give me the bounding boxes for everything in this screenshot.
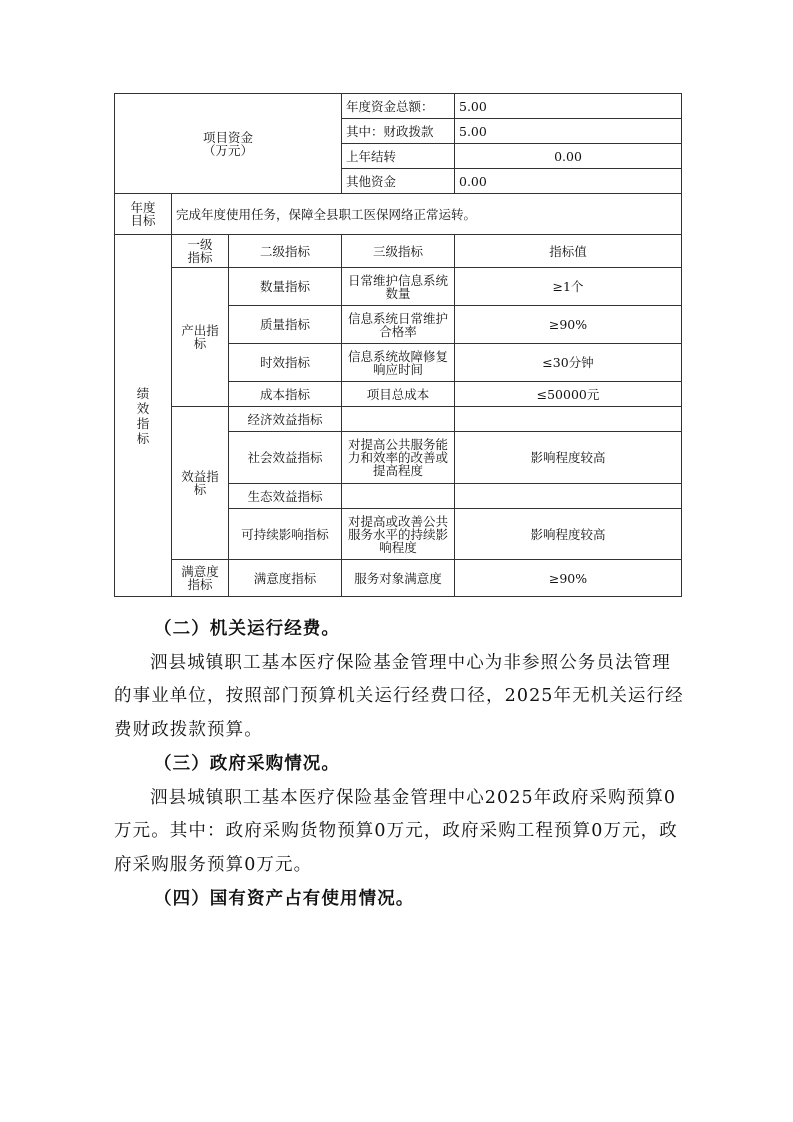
benefit-label: 效益指 标 [172, 407, 229, 560]
section-body-2: 泗县城镇职工基本医疗保险基金管理中心为非参照公务员法管理的事业单位，按照部门预算机关运行经费口径，2025年无机关运行经费财政拨款预算。 [114, 652, 684, 741]
funds-total-value: 5.00 [455, 94, 682, 119]
output-l3: 项目总成本 [342, 382, 455, 407]
benefit-l3 [342, 407, 455, 432]
benefit-value [455, 484, 682, 509]
output-value: ≤50000元 [455, 382, 682, 407]
funds-carryover-value: 0.00 [455, 144, 682, 169]
section-heading-4: （四）国有资产占有使用情况。 [154, 888, 415, 909]
value-header: 指标值 [455, 235, 682, 268]
benefit-value: 影响程度较高 [455, 509, 682, 560]
output-l3: 信息系统日常维护 合格率 [342, 306, 455, 344]
funds-other-label: 其他资金 [342, 169, 455, 194]
benefit-l2: 社会效益指标 [229, 432, 342, 484]
funds-label: 项目资金 （万元） [115, 94, 342, 194]
benefit-value [455, 407, 682, 432]
benefit-l3: 对提高或改善公共 服务水平的持续影 响程度 [342, 509, 455, 560]
output-l2: 成本指标 [229, 382, 342, 407]
output-l3: 信息系统故障修复 响应时间 [342, 344, 455, 382]
output-l2: 质量指标 [229, 306, 342, 344]
satisfaction-value: ≥90% [455, 560, 682, 597]
satisfaction-label: 满意度 指标 [172, 560, 229, 597]
body-text [114, 613, 686, 916]
section-body-3: 泗县城镇职工基本医疗保险基金管理中心2025年政府采购预算0万元。其中：政府采购货物预算0万元，政府采购工程预算0万元，政府采购服务预算0万元。 [114, 787, 678, 875]
benefit-l2: 生态效益指标 [229, 484, 342, 509]
section-heading-3: （三）政府采购情况。 [154, 753, 340, 774]
output-l3: 日常维护信息系统 数量 [342, 268, 455, 306]
benefit-value: 影响程度较高 [455, 432, 682, 484]
funds-total-label: 年度资金总额： [342, 94, 455, 119]
satisfaction-l3: 服务对象满意度 [342, 560, 455, 597]
level3-header: 三级指标 [342, 235, 455, 268]
performance-table [114, 93, 682, 597]
output-l2: 时效指标 [229, 344, 342, 382]
section-heading-2: （二）机关运行经费。 [154, 619, 340, 639]
output-l2: 数量指标 [229, 268, 342, 306]
satisfaction-l2: 满意度指标 [229, 560, 342, 597]
level1-header: 一级 指标 [172, 235, 229, 268]
benefit-l2: 经济效益指标 [229, 407, 342, 432]
funds-fiscal-label: 其中：财政拨款 [342, 119, 455, 144]
annual-goal-text: 完成年度使用任务，保障全县职工医保网络正常运转。 [172, 194, 682, 235]
funds-other-value: 0.00 [455, 169, 682, 194]
annual-goal-label: 年度 目标 [115, 194, 172, 235]
benefit-l3 [342, 484, 455, 509]
output-value: ≤30分钟 [455, 344, 682, 382]
perf-indicators-label: 绩效指标 [115, 235, 172, 597]
benefit-l3: 对提高公共服务能 力和效率的改善或 提高程度 [342, 432, 455, 484]
level2-header: 二级指标 [229, 235, 342, 268]
funds-fiscal-value: 5.00 [455, 119, 682, 144]
output-value: ≥1个 [455, 268, 682, 306]
benefit-l2: 可持续影响指标 [229, 509, 342, 560]
output-label: 产出指 标 [172, 268, 229, 407]
funds-carryover-label: 上年结转 [342, 144, 455, 169]
output-value: ≥90% [455, 306, 682, 344]
